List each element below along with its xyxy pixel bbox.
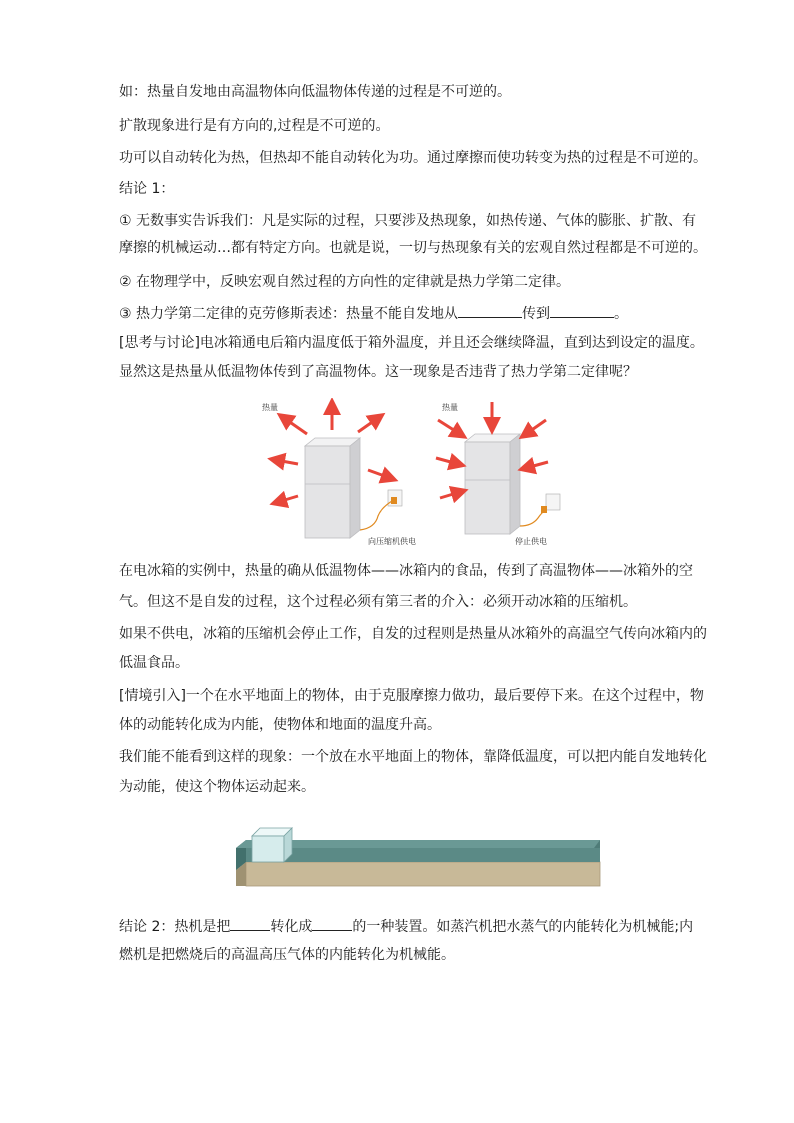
left-caption: 向压缩机供电 bbox=[368, 537, 416, 546]
fill-blank-energy-from[interactable] bbox=[230, 915, 270, 931]
left-heat-label: 热量 bbox=[262, 403, 278, 412]
conclusion-2-text-c: 的一种装置。如蒸汽机把水蒸气的内能转化为机械能;内 bbox=[352, 919, 694, 935]
conclusion-2-line-1 bbox=[119, 915, 693, 937]
fridge-explain-line-2: 气。但这不是自发的过程，这个过程必须有第三者的介入：必须开动冰箱的压缩机。 bbox=[119, 594, 637, 610]
fridge-powered bbox=[305, 438, 402, 538]
conclusion-1-item-1-line-1: ① 无数事实告诉我们：凡是实际的过程，只要涉及热现象，如热传递、气体的膨胀、扩散、有 bbox=[119, 213, 696, 229]
fill-blank-source[interactable] bbox=[458, 302, 522, 318]
conclusion-1-item-2: ② 在物理学中，反映宏观自然过程的方向性的定律就是热力学第二定律。 bbox=[119, 274, 570, 290]
paragraph-diffusion: 扩散现象进行是有方向的,过程是不可逆的。 bbox=[119, 118, 390, 134]
fridge-unpowered bbox=[465, 434, 560, 534]
question-line-2: 为动能，使这个物体运动起来。 bbox=[119, 779, 315, 795]
paragraph-work-heat: 功可以自动转化为热，但热却不能自动转化为功。通过摩擦而使功转变为热的过程是不可逆的。 bbox=[119, 150, 707, 166]
conclusion-1-item-3 bbox=[119, 302, 628, 324]
fridge-figure bbox=[250, 398, 570, 548]
conclusion-2-text-a: 结论 2：热机是把 bbox=[119, 919, 231, 935]
conclusion-2-text-b: 转化成 bbox=[270, 919, 313, 935]
conclusion-2-line-2: 燃机是把燃烧后的高温高压气体的内能转化为机械能。 bbox=[119, 947, 455, 963]
no-power-line-2: 低温食品。 bbox=[119, 655, 189, 671]
block-object bbox=[252, 828, 292, 862]
fill-blank-energy-to[interactable] bbox=[312, 915, 352, 931]
paragraph-heat-transfer-example: 如：热量自发地由高温物体向低温物体传递的过程是不可逆的。 bbox=[119, 84, 511, 100]
think-discuss-line-1: [思考与讨论]电冰箱通电后箱内温度低于箱外温度，并且还会继续降温，直到达到设定的温度。 bbox=[119, 335, 704, 351]
clausius-statement-to: 传到 bbox=[522, 306, 550, 322]
right-caption: 停止供电 bbox=[515, 537, 547, 546]
fridge-explain-line-1: 在电冰箱的实例中，热量的确从低温物体——冰箱内的食品，传到了高温物体——冰箱外的空 bbox=[119, 563, 693, 579]
conclusion-1-item-1-line-2: 摩擦的机械运动…都有特定方向。也就是说，一切与热现象有关的宏观自然过程都是不可逆的。 bbox=[119, 240, 707, 256]
block-on-ground-figure bbox=[230, 826, 605, 890]
conclusion-1-heading: 结论 1： bbox=[119, 181, 175, 197]
right-heat-label: 热量 bbox=[442, 403, 458, 412]
question-line-1: 我们能不能看到这样的现象：一个放在水平地面上的物体，靠降低温度，可以把内能自发地转化 bbox=[119, 749, 707, 765]
no-power-line-1: 如果不供电，冰箱的压缩机会停止工作，自发的过程则是热量从冰箱外的高温空气传向冰箱内的 bbox=[119, 626, 707, 642]
clausius-statement-end: 。 bbox=[614, 306, 628, 322]
clausius-statement-text: ③ 热力学第二定律的克劳修斯表述：热量不能自发地从 bbox=[119, 306, 458, 322]
think-discuss-line-2: 显然这是热量从低温物体传到了高温物体。这一现象是否违背了热力学第二定律呢？ bbox=[119, 364, 637, 380]
scenario-intro-line-2: 体的动能转化成为内能，使物体和地面的温度升高。 bbox=[119, 717, 441, 733]
fill-blank-target[interactable] bbox=[550, 302, 614, 318]
scenario-intro-line-1: [情境引入]一个在水平地面上的物体，由于克服摩擦力做功，最后要停下来。在这个过程中，物 bbox=[119, 688, 704, 704]
